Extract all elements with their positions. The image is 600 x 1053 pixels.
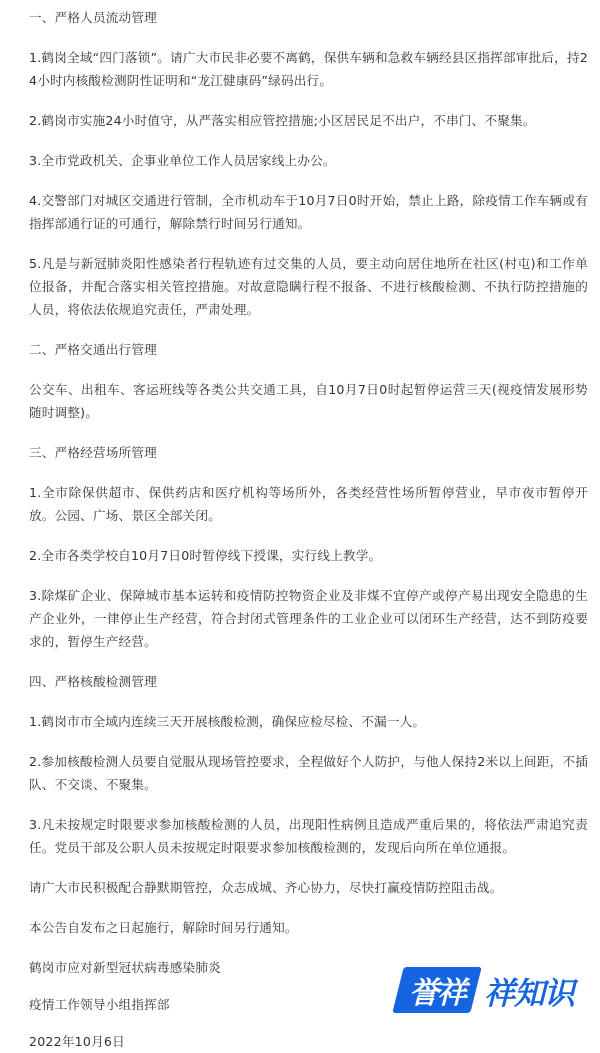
personnel-item-1: 1.鹤岗全域“四门落锁”。请广大市民非必要不离鹤，保供车辆和急救车辆经县区指挥部审批后，持24小时内核酸检测阴性证明和“龙江健康码”绿码出行。 (29, 50, 588, 88)
watermark-text: 祥知识 (484, 975, 574, 1012)
personnel-item-3: 3.全市党政机关、企事业单位工作人员居家线上办公。 (29, 153, 336, 168)
issue-date: 2022年10月6日 (29, 1034, 125, 1049)
effective-date-paragraph: 本公告自发布之日起施行，解除时间另行通知。 (29, 920, 298, 935)
personnel-item-4: 4.交警部门对城区交通进行管制，全市机动车于10月7日0时开始，禁止上路，除疫情工作车辆或有指挥部通行证的可通行，解除禁行时间另行通知。 (29, 193, 588, 231)
watermark-badge (398, 965, 476, 1015)
personnel-item-2: 2.鹤岗市实施24小时值守，从严落实相应管控措施;小区居民足不出户，不串门、不聚集。 (29, 113, 536, 128)
testing-item-1: 1.鹤岗市市全域内连续三天开展核酸检测，确保应检尽检、不漏一人。 (29, 714, 426, 729)
testing-item-2: 2.参加核酸检测人员要自觉服从现场管控要求，全程做好个人防护，与他人保持2米以上间距，不插队、不交谈、不聚集。 (29, 754, 588, 792)
section-heading-testing: 四、严格核酸检测管理 (29, 674, 157, 689)
business-item-3: 3.除煤矿企业、保障城市基本运转和疫情防控物资企业及非煤不宜停产或停产易出现安全隐患的生产企业外，一律停止生产经营，符合封闭式管理条件的工业企业可以闭环生产经营，达不到防疫要求的，暂停生产经营。 (29, 588, 588, 649)
business-item-2: 2.全市各类学校自10月7日0时暂停线下授课，实行线上教学。 (29, 548, 382, 563)
issuer-line-2: 疫情工作领导小组指挥部 (29, 997, 170, 1012)
watermark-logo (398, 965, 586, 1015)
appeal-paragraph: 请广大市民积极配合静默期管控，众志成城、齐心协力，尽快打赢疫情防控阻击战。 (29, 880, 503, 895)
business-item-1: 1.全市除保供超市、保供药店和医疗机构等场所外，各类经营性场所暂停营业，早市夜市暂停开放。公园、广场、景区全部关闭。 (29, 485, 588, 523)
section-heading-traffic: 二、严格交通出行管理 (29, 342, 157, 357)
section-heading-personnel: 一、严格人员流动管理 (29, 10, 157, 25)
watermark-badge-text: 誉祥 (409, 976, 465, 1011)
testing-item-3: 3.凡未按规定时限要求参加核酸检测的人员，出现阳性病例且造成严重后果的，将依法严肃追究责任。党员干部及公职人员未按规定时限要求参加核酸检测的，发现后向所在单位通报。 (29, 817, 588, 855)
personnel-item-5: 5.凡是与新冠肺炎阳性感染者行程轨迹有过交集的人员，要主动向居住地所在社区(村屯)和工作单位报备，并配合落实相关管控措施。对故意隐瞒行程不报备、不进行核酸检测、不执行防控措施的人员，将依法依规追究责任，严肃处理。 (29, 256, 588, 317)
traffic-item: 公交车、出租车、客运班线等各类公共交通工具，自10月7日0时起暂停运营三天(视疫情发展形势随时调整)。 (29, 382, 588, 420)
issuer-line-1: 鹤岗市应对新型冠状病毒感染肺炎 (29, 960, 221, 975)
section-heading-business: 三、严格经营场所管理 (29, 445, 157, 460)
